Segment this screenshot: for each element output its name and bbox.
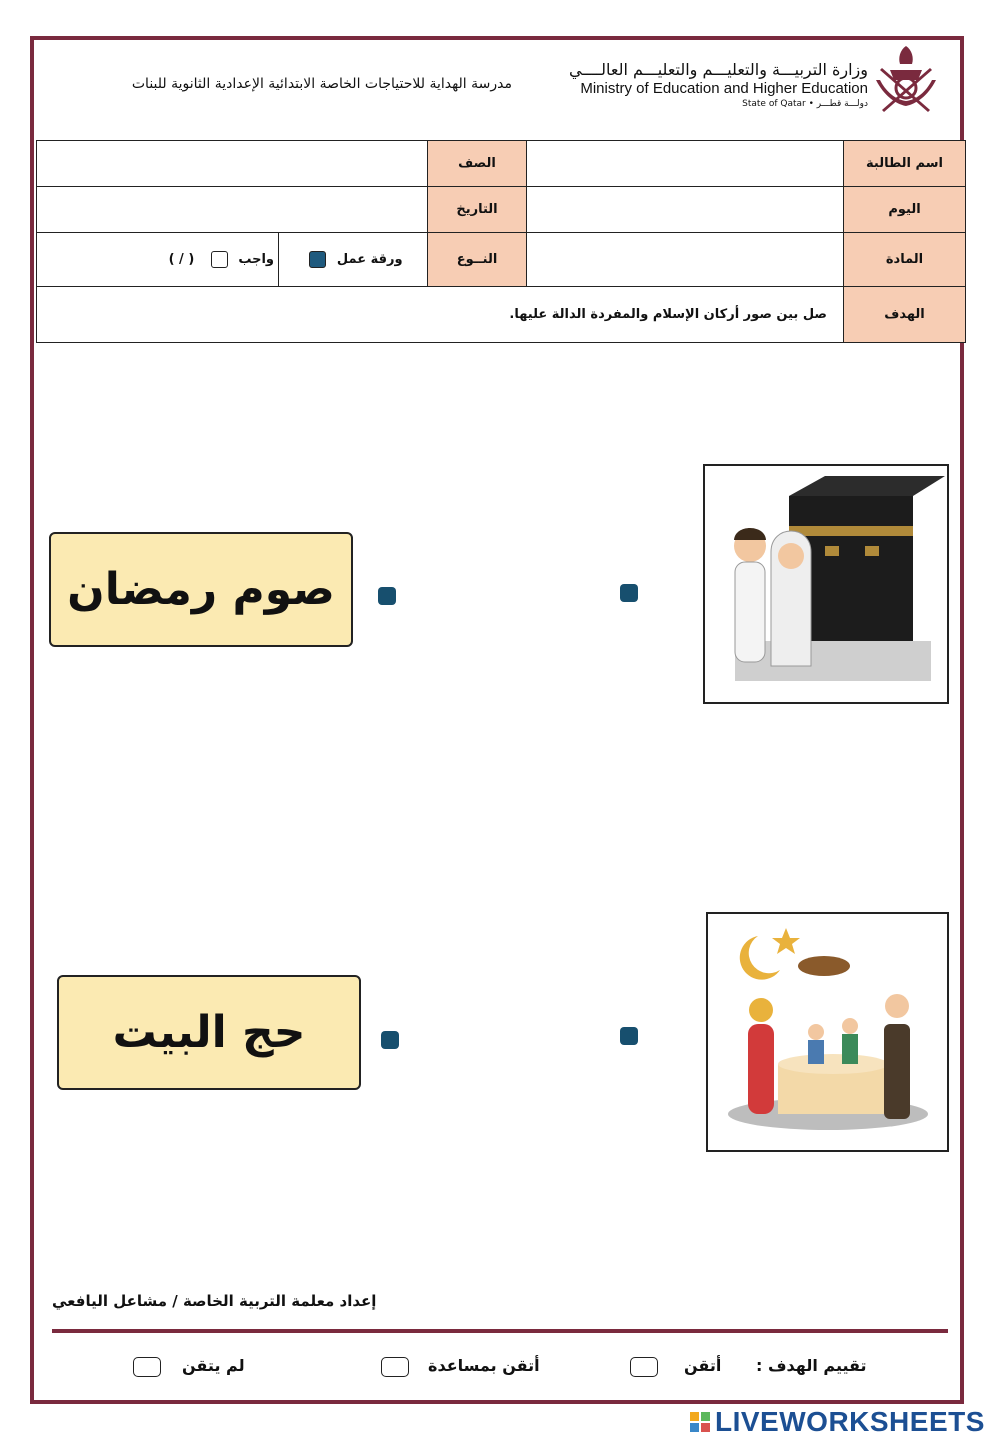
class-label: الصف — [428, 141, 527, 187]
not-mastered-checkbox[interactable] — [133, 1357, 161, 1377]
mastered-label: أتقن — [684, 1356, 722, 1375]
student-name-label: اسم الطالبة — [844, 141, 966, 187]
subject-label: المادة — [844, 233, 966, 287]
prepared-by: إعداد معلمة التربية الخاصة / مشاعل اليافعي — [52, 1292, 377, 1310]
ministry-block — [556, 60, 868, 109]
image-2-match-dot[interactable] — [620, 1027, 638, 1045]
subject-field[interactable] — [527, 233, 844, 287]
date-label: التاريخ — [428, 187, 527, 233]
student-name-field[interactable] — [527, 141, 844, 187]
eval-label: تقييم الهدف : — [756, 1356, 867, 1375]
date-blank: ( / ) — [168, 252, 195, 267]
day-label: اليوم — [844, 187, 966, 233]
liveworksheets-logo — [690, 1406, 985, 1438]
day-field[interactable] — [527, 187, 844, 233]
homework-option[interactable] — [37, 233, 279, 287]
worksheet-option[interactable] — [279, 233, 428, 287]
word-2-match-dot[interactable] — [381, 1031, 399, 1049]
state-label: State of Qatar • دولـــة قطـــر — [742, 99, 868, 109]
not-mastered-label: لم يتقن — [182, 1356, 245, 1375]
iftar-icon — [708, 914, 947, 1150]
class-field[interactable] — [37, 141, 428, 187]
ministry-name-en: Ministry of Education and Higher Education — [580, 80, 868, 97]
date-field[interactable] — [37, 187, 428, 233]
mastered-checkbox[interactable] — [630, 1357, 658, 1377]
word-1-match-dot[interactable] — [378, 587, 396, 605]
word-box-1[interactable]: صوم رمضان — [49, 532, 353, 647]
homework-checkbox[interactable] — [211, 251, 228, 268]
iftar-family-image — [706, 912, 949, 1152]
goal-label: الهدف — [844, 287, 966, 343]
homework-label: واجب — [238, 252, 274, 267]
ministry-name-ar: وزارة التربيـــة والتعليـــم والتعليـــم العالــــي — [569, 60, 868, 79]
goal-text: صل بين صور أركان الإسلام والمفردة الدالة عليها. — [37, 287, 844, 343]
qatar-emblem-icon — [870, 40, 942, 116]
word-box-2[interactable]: حج البيت — [57, 975, 361, 1090]
type-label: النــوع — [428, 233, 527, 287]
mastered-with-help-checkbox[interactable] — [381, 1357, 409, 1377]
liveworksheets-logo-text: LIVEWORKSHEETS — [715, 1406, 985, 1437]
school-name: مدرسة الهداية للاحتياجات الخاصة الابتدائية الإعدادية الثانوية للبنات — [131, 76, 512, 92]
student-info-table — [36, 140, 966, 343]
image-1-match-dot[interactable] — [620, 584, 638, 602]
mastered-with-help-label: أتقن بمساعدة — [428, 1356, 540, 1375]
footer-separator — [52, 1329, 948, 1333]
kaaba-icon — [705, 466, 947, 702]
worksheet-checkbox[interactable] — [309, 251, 326, 268]
kaaba-pilgrims-image — [703, 464, 949, 704]
worksheet-label: ورقة عمل — [336, 252, 403, 267]
liveworksheets-logo-icon — [690, 1412, 710, 1432]
